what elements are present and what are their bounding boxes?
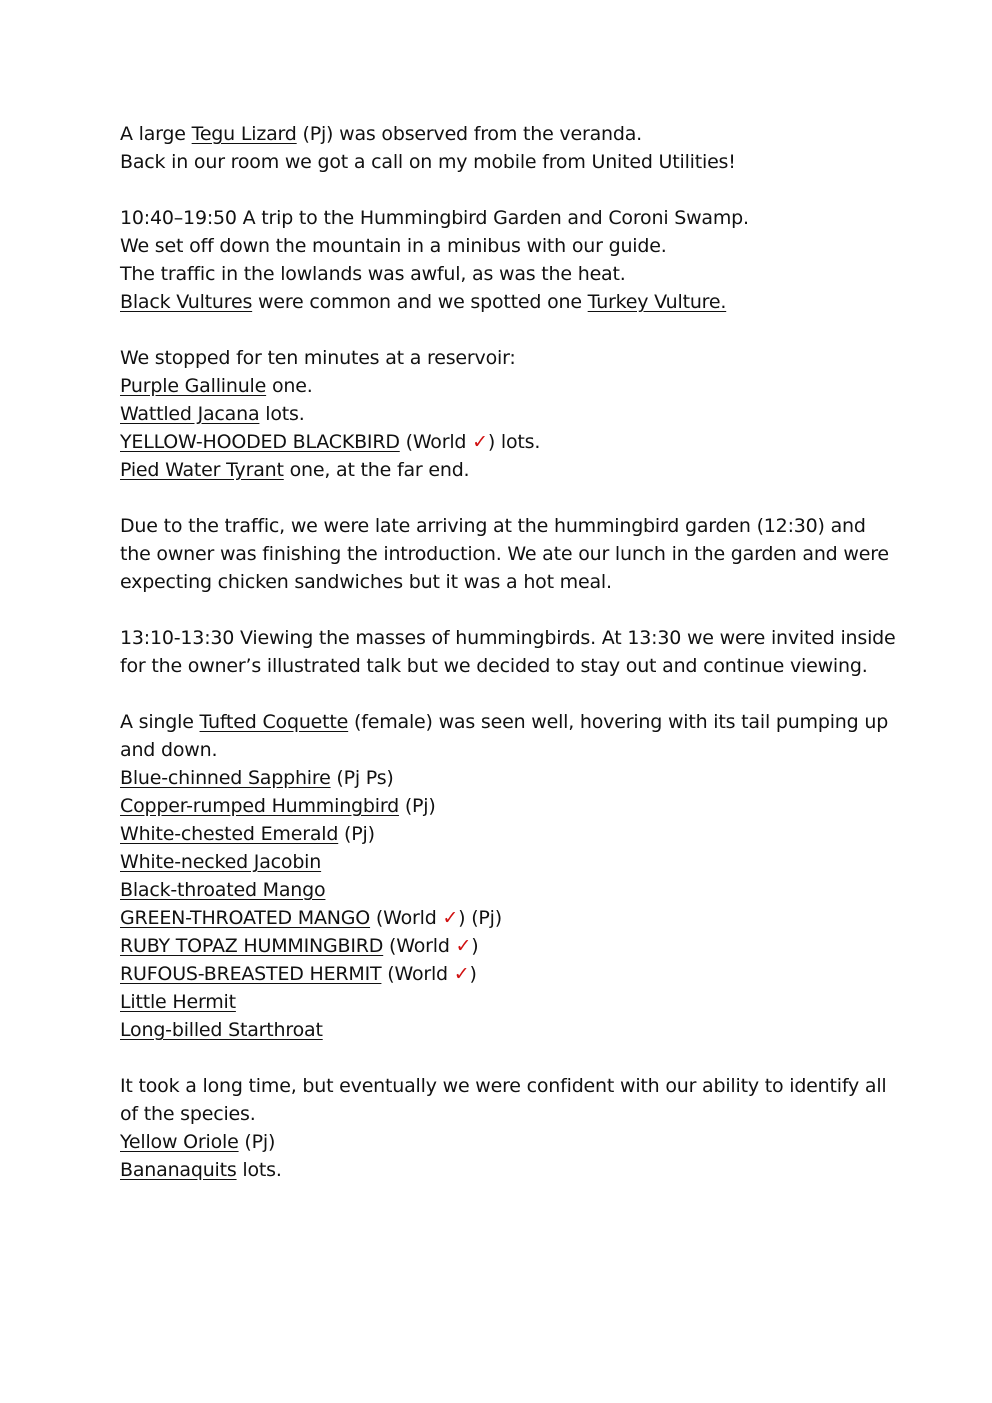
species-list-item	[120, 1128, 900, 1156]
species-name: Wattled Jacana	[120, 403, 260, 425]
species-list-item	[120, 960, 900, 988]
species-list-item	[120, 904, 900, 932]
species-list-item	[120, 428, 900, 456]
species-name: Black-throated Mango	[120, 879, 326, 901]
species-list-item	[120, 372, 900, 400]
species-list-item	[120, 1016, 900, 1044]
checkmark-icon: ✓	[442, 907, 459, 929]
species-name: White-necked Jacobin	[120, 851, 322, 873]
text-line: Back in our room we got a call on my mobile from United Utilities!	[120, 151, 736, 173]
species-name: Yellow Oriole	[120, 1131, 239, 1153]
species-name: Purple Gallinule	[120, 375, 267, 397]
species-name: Black Vultures	[120, 291, 253, 313]
text-line: We set off down the mountain in a minibus with our guide.	[120, 235, 667, 257]
species-name: Blue-chinned Sapphire	[120, 767, 331, 789]
species-list-item	[120, 932, 900, 960]
species-name: RUFOUS-BREASTED HERMIT	[120, 963, 382, 985]
text: one, at the far end.	[283, 459, 470, 481]
text: (World	[383, 935, 456, 957]
text: (World	[399, 431, 473, 453]
text-line	[120, 708, 900, 764]
species-name: Tegu Lizard	[191, 123, 297, 145]
text: (World	[381, 963, 454, 985]
species-name: RUBY TOPAZ HUMMINGBIRD	[120, 935, 384, 957]
text-line: 10:40–19:50 A trip to the Hummingbird Garden and Coroni Swamp.	[120, 207, 749, 229]
species-list-item	[120, 876, 900, 904]
species-name: Turkey Vulture.	[587, 291, 727, 313]
text: one.	[266, 375, 313, 397]
species-list-item	[120, 764, 900, 792]
text-line	[120, 120, 900, 148]
species-name: White-chested Emerald	[120, 823, 339, 845]
species-name: YELLOW-HOODED BLACKBIRD	[120, 431, 400, 453]
paragraph-hummingbirds	[120, 708, 900, 1044]
species-list-item	[120, 848, 900, 876]
text: )	[469, 963, 477, 985]
text: ) lots.	[487, 431, 541, 453]
text-line	[120, 288, 900, 316]
text: lots.	[236, 1159, 282, 1181]
text: (Pj)	[238, 1131, 276, 1153]
species-list-item	[120, 1156, 900, 1184]
paragraph-lunch: Due to the traffic, we were late arriving at the hummingbird garden (12:30) and the owner was finishing the introduction. We ate our lunch in the garden and were expecting chicken sandwiches but it was a hot meal.	[120, 515, 889, 593]
checkmark-icon: ✓	[472, 431, 488, 453]
species-name: Tufted Coquette	[199, 711, 349, 733]
text: A large	[120, 123, 192, 145]
text: were common and we spotted one	[252, 291, 588, 313]
species-name: Little Hermit	[120, 991, 236, 1013]
text: (Pj)	[338, 823, 375, 845]
species-list-item	[120, 456, 900, 484]
species-list-item	[120, 988, 900, 1016]
species-list-item	[120, 820, 900, 848]
species-list-item	[120, 792, 900, 820]
text: A single	[120, 711, 200, 733]
text: lots.	[259, 403, 305, 425]
text: (Pj) was observed from the veranda.	[296, 123, 643, 145]
paragraph-confident	[120, 1072, 900, 1184]
text: (Pj)	[398, 795, 436, 817]
paragraph-tegu	[120, 120, 900, 176]
document-page	[120, 120, 900, 1212]
text-line: We stopped for ten minutes at a reservoir:	[120, 347, 516, 369]
species-name: GREEN-THROATED MANGO	[120, 907, 371, 929]
text: )	[471, 935, 479, 957]
text: (female) was seen well, hovering with its tail pumping up and down.	[120, 711, 889, 761]
paragraph-viewing: 13:10-13:30 Viewing the masses of hummingbirds. At 13:30 we were invited inside for the owner’s illustrated talk but we decided to stay out and continue viewing.	[120, 627, 896, 677]
checkmark-icon: ✓	[455, 935, 472, 957]
text-line: It took a long time, but eventually we were confident with our ability to identify all of the species.	[120, 1075, 887, 1125]
species-name: Long-billed Starthroat	[120, 1019, 323, 1041]
species-list-item	[120, 400, 900, 428]
species-name: Pied Water Tyrant	[120, 459, 284, 481]
species-name: Copper-rumped Hummingbird	[120, 795, 399, 817]
text: ) (Pj)	[458, 907, 502, 929]
text-line: The traffic in the lowlands was awful, as was the heat.	[120, 263, 626, 285]
text: (World	[370, 907, 443, 929]
species-name: Bananaquits	[120, 1159, 237, 1181]
text: (Pj Ps)	[330, 767, 394, 789]
paragraph-reservoir	[120, 344, 900, 484]
paragraph-trip	[120, 204, 900, 316]
checkmark-icon: ✓	[453, 963, 470, 985]
